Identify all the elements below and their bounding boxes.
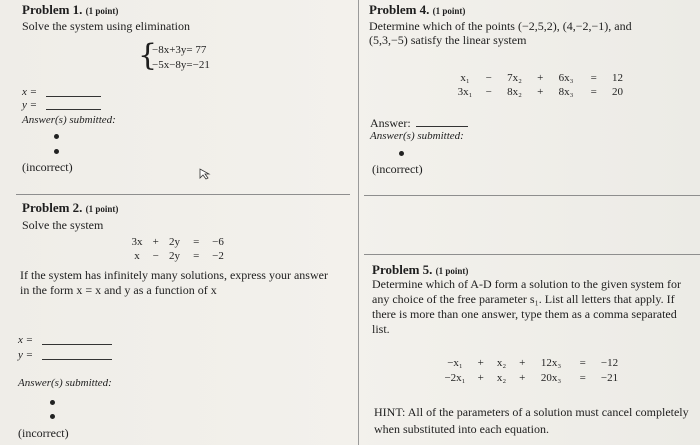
p4-bullet [399,151,404,156]
p4-r1-c2: − [485,72,492,84]
p2-eq1-op: + [152,236,159,248]
p5-prompt-2: any choice of the free parameter s₁. List all letters that apply. If [372,292,675,306]
p2-eq1-equals: = [193,236,200,248]
p2-x-label: x = [18,334,34,346]
p1-title [22,2,118,18]
p1-status: (incorrect) [22,160,73,174]
p2-bullet-2 [50,414,55,419]
p2-prompt: Solve the system [22,218,104,232]
p2-equation-2 [128,250,227,262]
p4-title-text: Problem 4. [369,2,430,17]
p1-points: (1 point) [85,6,119,16]
p1-y-input[interactable] [46,99,101,110]
p1-separator [16,194,350,195]
p5-title-text: Problem 5. [372,262,433,277]
p5-top-rule [364,254,700,255]
p2-eq2-term1: x [134,250,140,262]
p4-title [369,2,465,18]
p5-r1-c2: + [477,357,484,369]
p2-y-label: y = [18,349,34,361]
p1-title-text: Problem 1. [22,2,83,17]
p2-title [22,200,118,216]
p4-answers-label: Answer(s) submitted: [370,130,464,142]
p4-r2-c2: − [485,86,492,98]
p5-row-2 [440,372,623,384]
p2-instruction-1: If the system has infinitely many solutions, express your answer [20,268,328,282]
p5-r2-c4: + [519,372,526,384]
p2-eq2-equals: = [193,250,200,262]
p2-eq1-term1: 3x [131,236,143,248]
p5-r2-c5: 20x₃ [540,372,562,384]
p1-brace: { [138,38,158,73]
p4-r2-c5: 8x₃ [558,86,574,98]
p4-prompt-2: (5,3,−5) satisfy the linear system [369,33,527,47]
p4-separator [364,195,700,196]
p2-eq2-op: − [152,250,159,262]
mouse-pointer-icon [199,168,211,180]
p1-x-input[interactable] [46,86,101,97]
p4-prompt-1: Determine which of the points (−2,5,2), (4,−2,−1), and [369,19,632,33]
p5-r1-c7: −12 [600,357,619,369]
p5-hint-1: HINT: All of the parameters of a solution must cancel completely [374,405,689,419]
p2-eq1-rhs: −6 [212,236,224,248]
p1-equation-2: −5x−8y=−21 [152,59,210,71]
p2-eq1-term2: 2y [169,236,180,248]
p4-row-2 [452,86,629,98]
p5-r1-c4: + [519,357,526,369]
p2-y-input[interactable] [42,349,112,360]
p2-instruction-2: in the form x = x and y as a function of x [20,283,217,297]
p5-row-1 [440,357,623,369]
p2-status: (incorrect) [18,426,69,440]
p5-points: (1 point) [435,266,469,276]
p2-title-text: Problem 2. [22,200,83,215]
p4-r1-c6: = [590,72,597,84]
p1-x-label: x = [22,86,38,98]
p5-r1-c5: 12x₃ [540,357,562,369]
p2-equation-1 [128,236,227,248]
p5-r2-c6: = [579,372,586,384]
p5-r1-c6: = [579,357,586,369]
p1-answers-label: Answer(s) submitted: [22,114,116,126]
p1-bullet-1 [54,134,59,139]
p5-prompt-3: there is more than one answer, type them as a comma separated [372,307,677,321]
p5-r1-c3: x₂ [496,357,507,369]
column-divider [358,0,359,445]
p4-status: (incorrect) [372,162,423,176]
p4-r1-c1: x₁ [460,72,470,84]
p4-r2-c7: 20 [612,86,623,98]
p5-prompt-4: list. [372,322,390,336]
p2-bullet-1 [50,400,55,405]
p5-r2-c2: + [477,372,484,384]
p5-hint-2: when substituted into each equation. [374,422,549,436]
p5-r1-c1: −x₁ [447,357,463,369]
p2-eq2-rhs: −2 [212,250,224,262]
p1-equation-1: −8x+3y= 77 [152,44,207,56]
p5-prompt-1: Determine which of A-D form a solution to the given system for [372,277,681,291]
p4-r1-c3: 7x₂ [507,72,522,84]
p4-r2-c6: = [590,86,597,98]
p5-r2-c1: −2x₁ [444,372,466,384]
p4-r1-c7: 12 [612,72,623,84]
p2-eq2-term2: 2y [169,250,180,262]
p5-r2-c7: −21 [600,372,619,384]
p1-prompt: Solve the system using elimination [22,19,190,33]
p4-answer-input[interactable] [416,116,468,127]
p5-r2-c3: x₂ [496,372,507,384]
p4-row-1 [452,72,629,84]
p4-r2-c4: + [537,86,544,98]
p2-points: (1 point) [85,204,119,214]
p1-bullet-2 [54,149,59,154]
p4-r2-c3: 8x₂ [507,86,522,98]
p4-answer-label: Answer: [370,116,411,130]
p5-title [372,262,468,278]
p2-x-input[interactable] [42,334,112,345]
p1-y-label: y = [22,99,38,111]
p4-points: (1 point) [432,6,466,16]
p4-r1-c4: + [537,72,544,84]
p4-r2-c1: 3x₁ [457,86,473,98]
p2-answers-label: Answer(s) submitted: [18,377,112,389]
p4-r1-c5: 6x₃ [558,72,574,84]
